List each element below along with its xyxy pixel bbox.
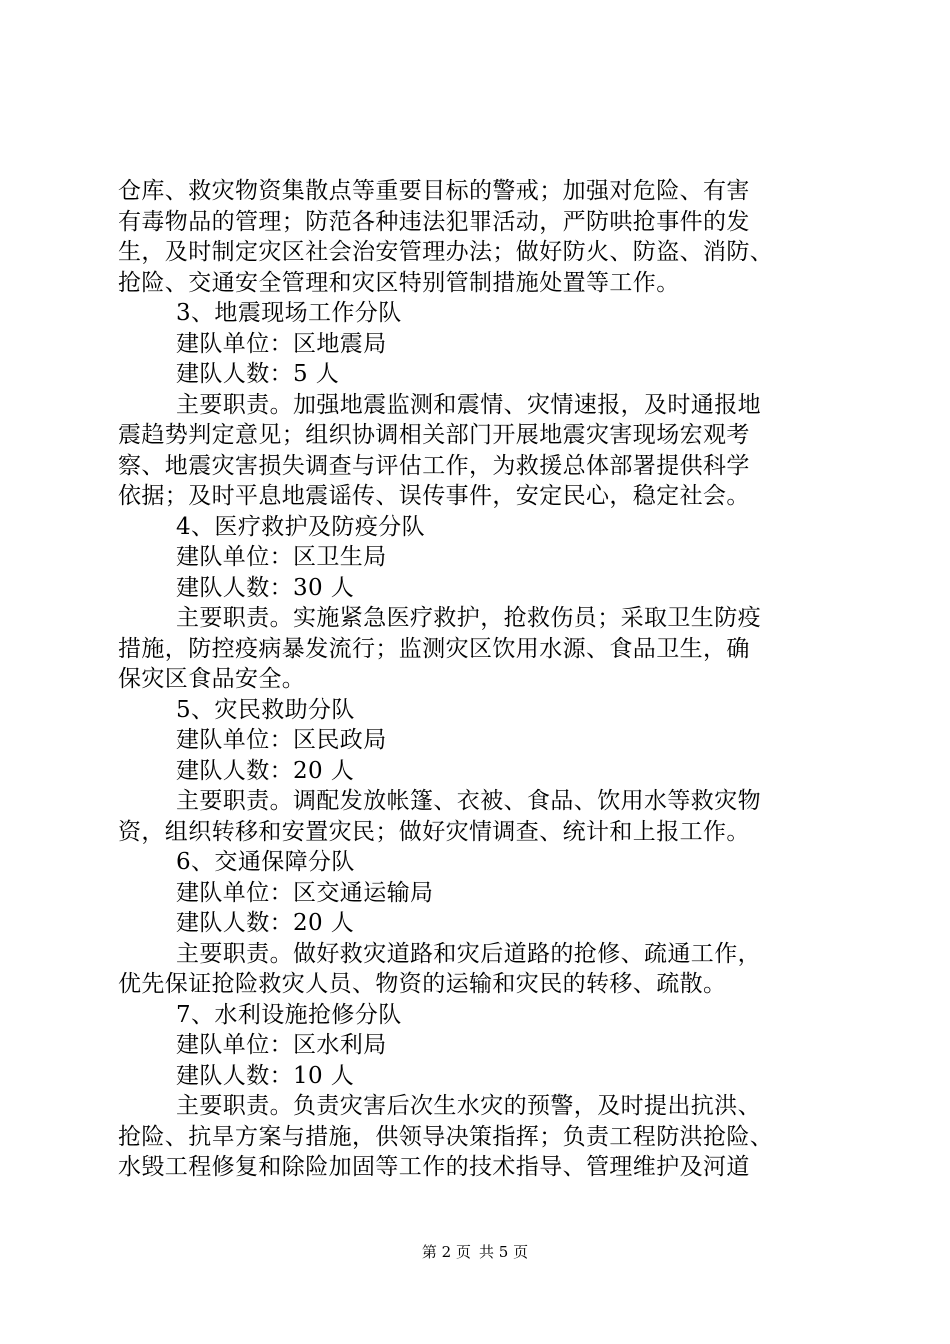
- text-line: 资，组织转移和安置灾民；做好灾情调查、统计和上报工作。: [118, 818, 750, 845]
- text-line: 抢险、交通安全管理和灾区特别管制措施处置等工作。: [118, 269, 680, 296]
- document-body: [118, 176, 834, 1183]
- text-line: 主要职责。负责灾害后次生水灾的预警，及时提出抗洪、: [176, 1093, 761, 1119]
- text-line: 建队单位：区水利局: [176, 1032, 387, 1058]
- text-line: 5、灾民救助分队: [176, 696, 355, 723]
- text-line: 优先保证抢险救灾人员、物资的运输和灾民的转移、疏散。: [118, 971, 727, 997]
- page-footer: [0, 1242, 950, 1262]
- page-number: 第 2 页: [421, 1243, 471, 1261]
- text-line: 察、地震灾害损失调查与评估工作，为救援总体部署提供科学: [118, 452, 750, 479]
- text-line: 建队单位：区民政局: [176, 727, 387, 753]
- text-line: 主要职责。加强地震监测和震情、灾情速报，及时通报地: [176, 391, 761, 418]
- text-line: 3、地震现场工作分队: [176, 300, 402, 326]
- text-line: 建队人数：5 人: [176, 361, 340, 387]
- text-line: 主要职责。实施紧急医疗救护，抢救伤员；采取卫生防疫: [176, 605, 761, 631]
- text-line: 建队单位：区地震局: [176, 330, 387, 357]
- page-total: 共 5 页: [479, 1243, 529, 1261]
- text-line: 7、水利设施抢修分队: [176, 1001, 402, 1028]
- text-line: 主要职责。调配发放帐篷、衣被、食品、饮用水等救灾物: [176, 788, 761, 814]
- text-line: 保灾区食品安全。: [118, 666, 306, 692]
- text-line: 生，及时制定灾区社会治安管理办法；做好防火、防盗、消防、: [118, 239, 774, 265]
- text-line: 仓库、救灾物资集散点等重要目标的警戒；加强对危险、有害: [118, 178, 750, 204]
- text-line: 6、交通保障分队: [176, 849, 355, 875]
- text-line: 措施，防控疫病暴发流行；监测灾区饮用水源、食品卫生，确: [118, 635, 750, 662]
- text-line: 震趋势判定意见；组织协调相关部门开展地震灾害现场宏观考: [118, 422, 750, 448]
- text-line: 有毒物品的管理；防范各种违法犯罪活动，严防哄抢事件的发: [118, 208, 750, 235]
- text-line: 水毁工程修复和除险加固等工作的技术指导、管理维护及河道: [118, 1154, 750, 1180]
- text-line: 4、医疗救护及防疫分队: [176, 513, 426, 540]
- text-line: 建队人数：20 人: [176, 757, 355, 784]
- text-line: 建队人数：10 人: [176, 1062, 355, 1089]
- text-line: 建队人数：30 人: [176, 574, 355, 601]
- text-line: 主要职责。做好救灾道路和灾后道路的抢修、疏通工作，: [176, 940, 761, 967]
- text-line: 依据；及时平息地震谣传、误传事件，安定民心，稳定社会。: [118, 483, 750, 509]
- text-line: 建队单位：区交通运输局: [176, 879, 434, 906]
- text-line: 建队人数：20 人: [176, 910, 355, 936]
- text-line: 抢险、抗旱方案与措施，供领导决策指挥；负责工程防洪抢险、: [118, 1123, 774, 1150]
- text-line: 建队单位：区卫生局: [176, 544, 387, 570]
